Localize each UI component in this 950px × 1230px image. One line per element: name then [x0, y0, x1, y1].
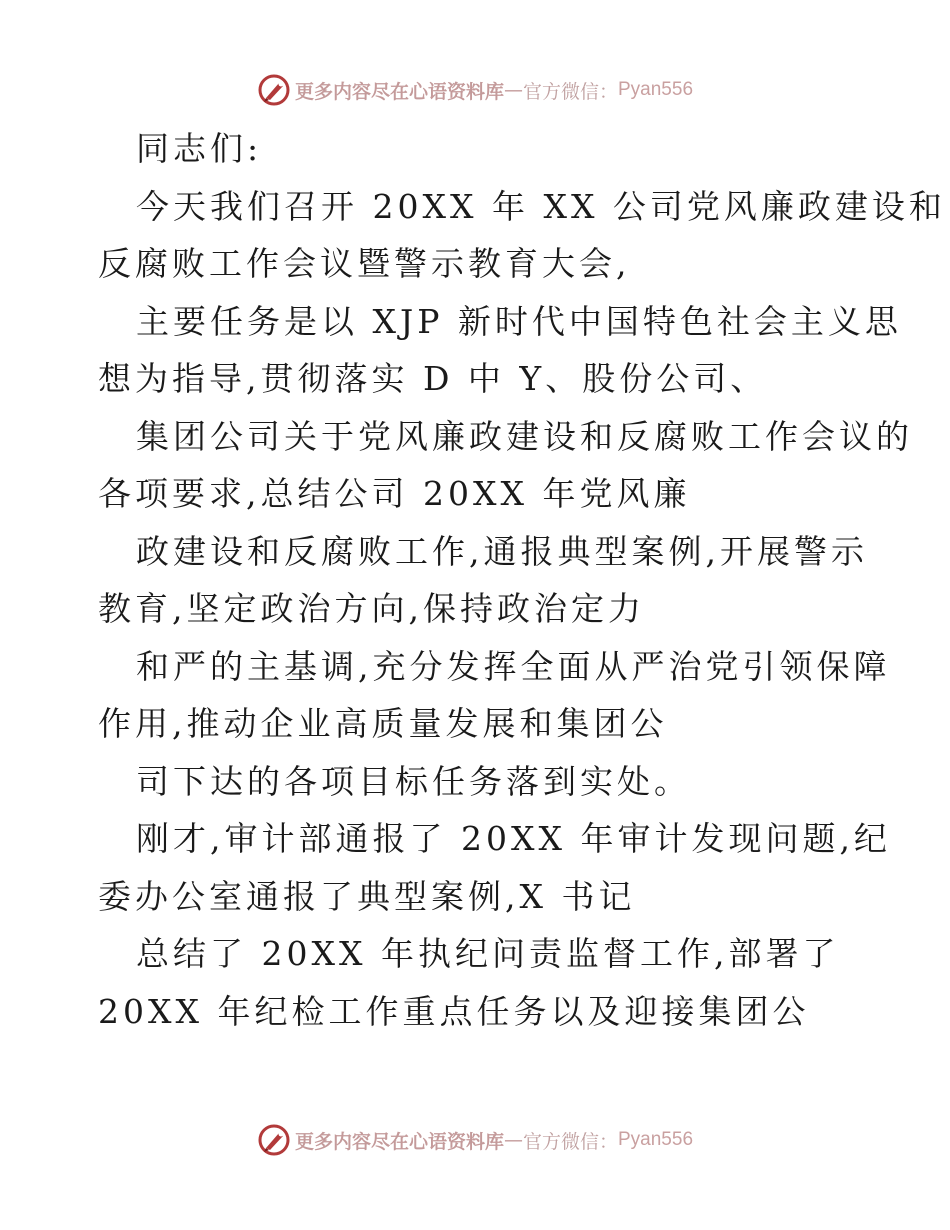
header-banner: [0, 70, 950, 110]
footer-banner: [0, 1120, 950, 1160]
text-line: 司下达的各项目标任务落到实处。: [136, 761, 691, 801]
text-line: 20XX 年纪检工作重点任务以及迎接集团公: [98, 991, 810, 1031]
pen-circle-logo-icon: [257, 73, 291, 107]
text-line: 反腐败工作会议暨警示教育大会,: [98, 244, 631, 283]
text-line: 各项要求,总结公司 20XX 年党风廉: [98, 474, 691, 513]
text-line: 今天我们召开 20XX 年 XX 公司党风廉政建设和: [136, 186, 946, 226]
banner-wechat-id: Pyan556: [618, 1129, 694, 1150]
text-line: 集团公司关于党风廉政建设和反腐败工作会议的: [136, 416, 913, 456]
text-line: 教育,坚定政治方向,保持政治定力: [98, 589, 645, 628]
banner-wechat-id: Pyan556: [618, 79, 694, 100]
text-line: 同志们:: [136, 129, 263, 168]
text-line: 政建设和反腐败工作,通报典型案例,开展警示: [136, 531, 868, 571]
banner-brand-text: 更多内容尽在心语资料库: [294, 1130, 504, 1153]
text-line: 和严的主基调,充分发挥全面从严治党引领保障: [136, 646, 891, 686]
text-line: 委办公室通报了典型案例,X 书记: [98, 876, 636, 916]
banner-wechat-label: 官方微信：: [522, 1130, 618, 1153]
pen-circle-logo-icon: [257, 1123, 291, 1157]
text-line: 想为指导,贯彻落实 D 中 Y、股份公司、: [98, 359, 768, 398]
text-line: 主要任务是以 XJP 新时代中国特色社会主义思: [136, 301, 902, 341]
text-line: 作用,推动企业高质量发展和集团公: [98, 704, 668, 743]
banner-separator: —: [503, 1129, 523, 1151]
banner-wechat-label: 官方微信：: [522, 80, 618, 103]
text-line: 总结了 20XX 年执纪问责监督工作,部署了: [136, 934, 840, 973]
banner-brand-text: 更多内容尽在心语资料库: [294, 80, 504, 103]
text-line: 刚才,审计部通报了 20XX 年审计发现问题,纪: [136, 819, 891, 858]
document-body: [98, 120, 946, 1040]
banner-separator: —: [503, 79, 523, 101]
